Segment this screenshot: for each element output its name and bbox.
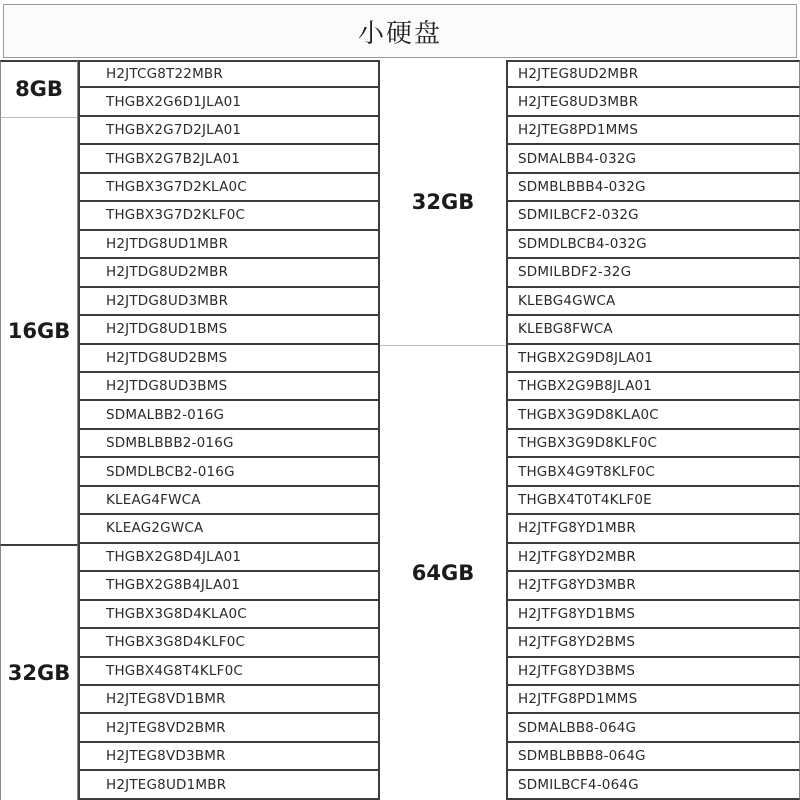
part-number-left: THGBX2G7D2JLA01 <box>78 117 380 145</box>
part-number-right: KLEBG4GWCA <box>506 288 800 316</box>
capacity-label-32gb-right: 32GB <box>411 190 475 215</box>
part-number-left: H2JTEG8VD1BMR <box>78 686 380 714</box>
part-number-left: H2JTEG8VD2BMR <box>78 714 380 742</box>
part-number-left: SDMDLBCB2-016G <box>78 458 380 486</box>
part-number-right: SDMILBDF2-32G <box>506 259 800 287</box>
part-number-left: H2JTDG8UD1MBR <box>78 231 380 259</box>
part-number-right: THGBX2G9D8JLA01 <box>506 345 800 373</box>
part-number-right: SDMBLBBB8-064G <box>506 743 800 771</box>
capacity-label-32gb-left: 32GB <box>0 544 78 800</box>
part-number-right: H2JTFG8PD1MMS <box>506 686 800 714</box>
part-number-left: THGBX2G7B2JLA01 <box>78 145 380 173</box>
part-number-right: THGBX4G9T8KLF0C <box>506 458 800 486</box>
part-number-right: H2JTFG8YD2BMS <box>506 629 800 657</box>
part-number-left: H2JTDG8UD2MBR <box>78 259 380 287</box>
part-number-left: SDMBLBBB2-016G <box>78 430 380 458</box>
part-number-right: THGBX2G9B8JLA01 <box>506 373 800 401</box>
part-number-right: KLEBG8FWCA <box>506 316 800 344</box>
part-number-left: H2JTEG8VD3BMR <box>78 743 380 771</box>
part-number-left: THGBX3G7D2KLF0C <box>78 202 380 230</box>
part-number-right: H2JTFG8YD3MBR <box>506 572 800 600</box>
part-number-right: SDMILBCF2-032G <box>506 202 800 230</box>
part-number-right: THGBX3G9D8KLA0C <box>506 401 800 429</box>
page-title: 小硬盘 <box>3 4 797 58</box>
part-number-right: SDMALBB4-032G <box>506 145 800 173</box>
part-number-left: H2JTDG8UD3BMS <box>78 373 380 401</box>
part-number-left: H2JTCG8T22MBR <box>78 60 380 88</box>
part-number-left: H2JTDG8UD3MBR <box>78 288 380 316</box>
part-number-right: THGBX3G9D8KLF0C <box>506 430 800 458</box>
part-number-left: KLEAG4FWCA <box>78 487 380 515</box>
part-number-left: THGBX3G8D4KLA0C <box>78 601 380 629</box>
part-number-right: THGBX4T0T4KLF0E <box>506 487 800 515</box>
part-number-right: SDMDLBCB4-032G <box>506 231 800 259</box>
part-number-left: THGBX2G8B4JLA01 <box>78 572 380 600</box>
capacity-label-16gb: 16GB <box>0 117 78 544</box>
part-number-table <box>0 60 800 800</box>
part-number-right: H2JTFG8YD3BMS <box>506 658 800 686</box>
part-number-left: THGBX3G7D2KLA0C <box>78 174 380 202</box>
part-number-left: SDMALBB2-016G <box>78 401 380 429</box>
part-number-right: H2JTFG8YD1MBR <box>506 515 800 543</box>
capacity-label-8gb: 8GB <box>0 60 78 117</box>
part-number-left: H2JTEG8UD1MBR <box>78 771 380 799</box>
part-number-right: H2JTEG8UD2MBR <box>506 60 800 88</box>
part-number-left: THGBX2G8D4JLA01 <box>78 544 380 572</box>
part-number-right: SDMALBB8-064G <box>506 714 800 742</box>
part-number-left: THGBX3G8D4KLF0C <box>78 629 380 657</box>
part-number-left: THGBX2G6D1JLA01 <box>78 88 380 116</box>
part-number-right: H2JTEG8PD1MMS <box>506 117 800 145</box>
part-number-right: H2JTFG8YD2MBR <box>506 544 800 572</box>
part-number-right: SDMBLBBB4-032G <box>506 174 800 202</box>
part-number-left: KLEAG2GWCA <box>78 515 380 543</box>
capacity-label-64gb: 64GB <box>380 345 506 800</box>
part-number-left: H2JTDG8UD1BMS <box>78 316 380 344</box>
part-number-right: H2JTEG8UD3MBR <box>506 88 800 116</box>
part-number-left: THGBX4G8T4KLF0C <box>78 658 380 686</box>
part-number-right: H2JTFG8YD1BMS <box>506 601 800 629</box>
part-number-left: H2JTDG8UD2BMS <box>78 345 380 373</box>
part-number-right: SDMILBCF4-064G <box>506 771 800 799</box>
